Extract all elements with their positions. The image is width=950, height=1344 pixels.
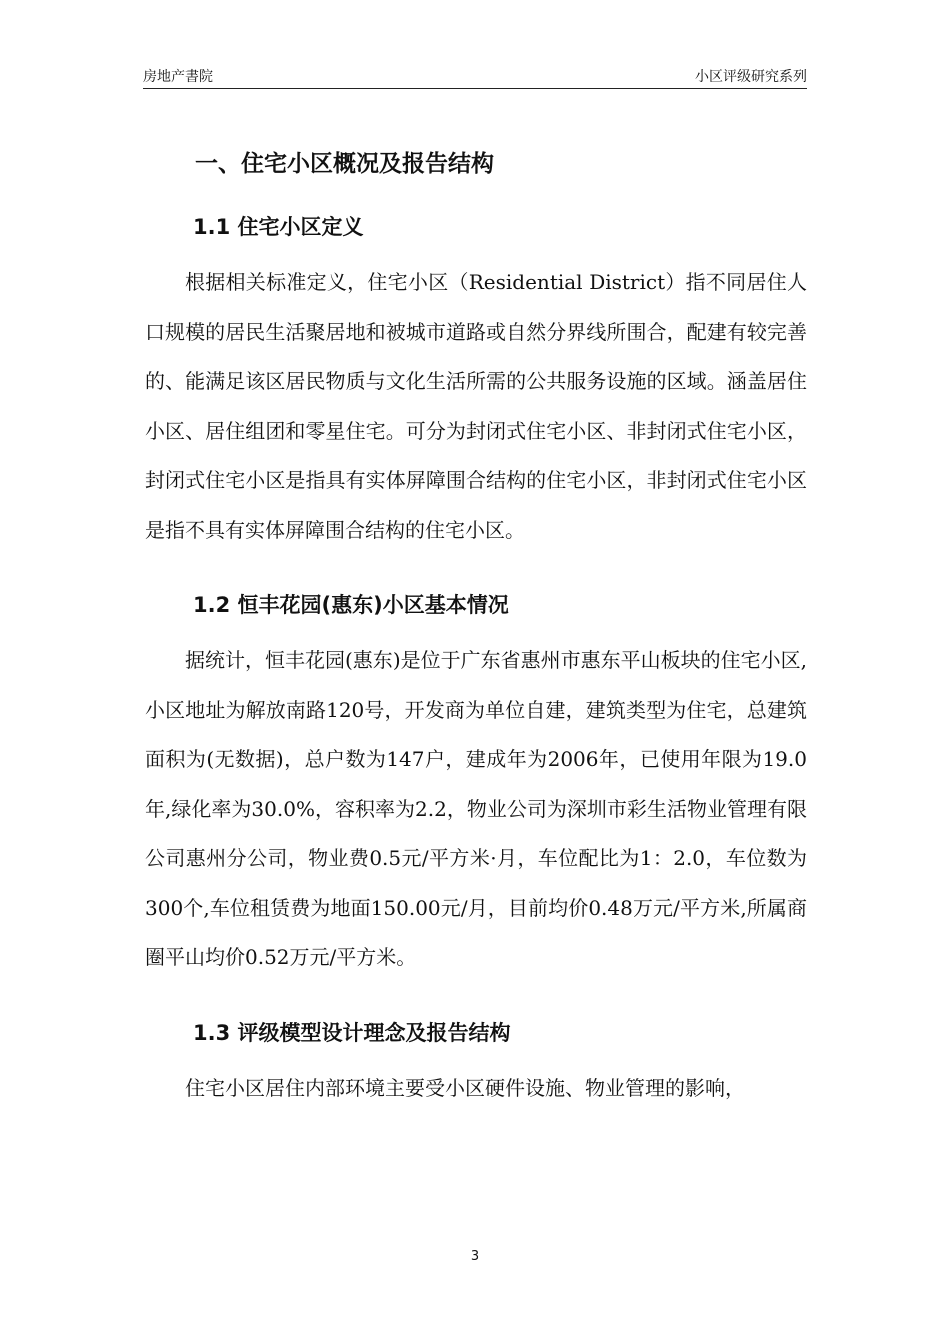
page-number: 3 bbox=[470, 1249, 480, 1264]
header-publisher: 房地产書院 bbox=[143, 69, 213, 85]
header-series-title: 小区评级研究系列 bbox=[695, 69, 807, 85]
section-heading-1-1: 1.1 住宅小区定义 bbox=[193, 215, 364, 239]
section-paragraph-1-1: 根据相关标准定义，住宅小区（Residential District）指不同居住人口规模的居民生活聚居地和被城市道路或自然分界线所围合，配建有较完善的、能满足该区居民物质与文化生活所需的公共服务设施的区域。涵盖居住小区、居住组团和零星住宅。可分为封闭式住宅小区、非封闭式住宅小区，封闭式住宅小区是指具有实体屏障围合结构的住宅小区，非封闭式住宅小区是指不具有实体屏障围合结构的住宅小区。 bbox=[145, 270, 807, 542]
document-body bbox=[145, 140, 807, 1113]
chapter-title: 一、住宅小区概况及报告结构 bbox=[195, 151, 494, 177]
page-header bbox=[143, 66, 807, 89]
section-heading-1-2: 1.2 恒丰花园(惠东)小区基本情况 bbox=[193, 593, 509, 617]
section-paragraph-1-2: 据统计，恒丰花园(惠东)是位于广东省惠州市惠东平山板块的住宅小区,小区地址为解放南路120号，开发商为单位自建，建筑类型为住宅，总建筑面积为(无数据)，总户数为147户，建成年为2006年，已使用年限为19.0年,绿化率为30.0%，容积率为2.2，物业公司为深圳市彩生活物业管理有限公司惠州分公司，物业费0.5元/平方米·月，车位配比为1：2.0，车位数为300个,车位租赁费为地面150.00元/月，目前均价0.48万元/平方米,所属商圈平山均价0.52万元/平方米。 bbox=[145, 648, 807, 969]
section-heading-1-3: 1.3 评级模型设计理念及报告结构 bbox=[193, 1020, 511, 1045]
section-paragraph-1-3: 住宅小区居住内部环境主要受小区硬件设施、物业管理的影响， bbox=[185, 1075, 745, 1100]
